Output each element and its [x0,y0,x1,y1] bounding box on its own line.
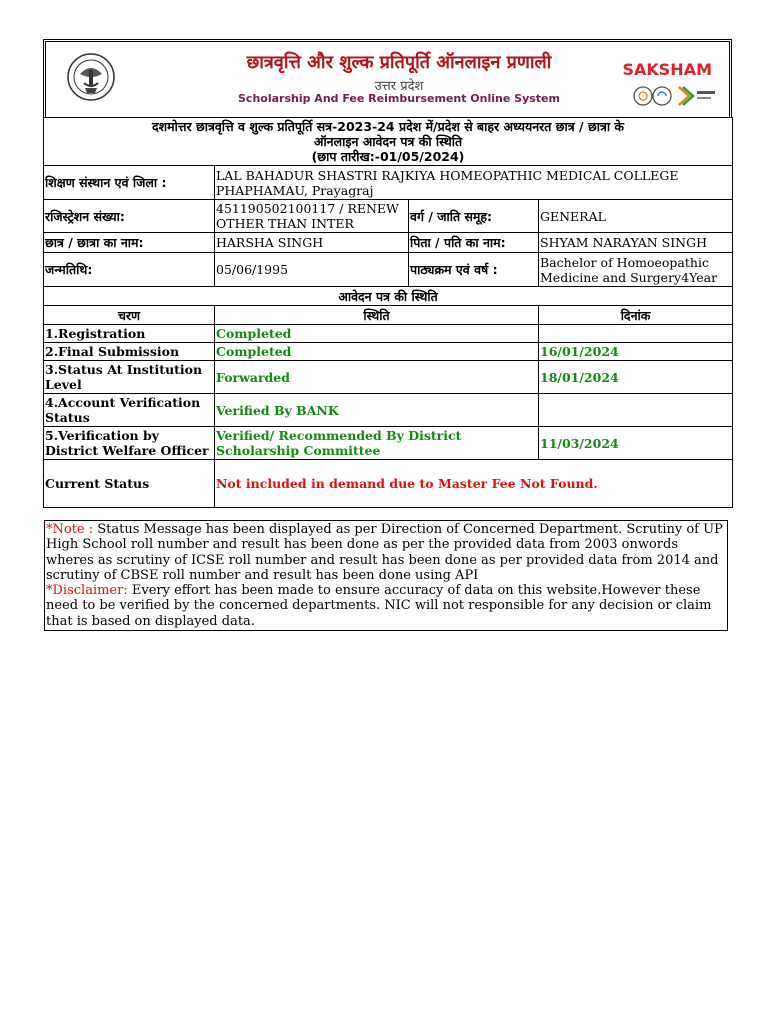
date-institution-level: 18/01/2024 [539,361,733,394]
status-account-verification: Verified By BANK [215,394,539,427]
stage-district-verification: 5.Verification by District Welfare Officer [44,427,215,460]
date-registration [539,325,733,343]
registration-value: 451190502100117 / RENEW OTHER THAN INTER [215,200,409,233]
portal-title-hindi: छात्रवृत्ति और शुल्क प्रतिपूर्ति ऑनलाइन प्रणाली [246,52,552,73]
disclaimer-tag: *Disclaimer: [46,583,128,599]
up-government-emblem-icon [66,50,116,106]
table-row [44,394,733,427]
digital-india-logo-icon [633,81,717,111]
portal-title-english: Scholarship And Fee Reimbursement Online System [238,92,560,105]
status-final-submission: Completed [215,343,539,361]
state-name-hindi: उत्तर प्रदेश [374,79,424,94]
note-tag: *Note : [46,522,94,537]
course-value: Bachelor of Homoeopathic Medicine and Surgery4Year [539,253,733,287]
date-final-submission: 16/01/2024 [539,343,733,361]
stage-final-submission: 2.Final Submission [44,343,215,361]
current-status-value: Not included in demand due to Master Fee Not Found. [215,460,733,508]
column-header-date: दिनांक [539,306,733,325]
disclaimer-text: Every effort has been made to ensure accuracy of data on this website.However these need to be verified by the concerned departments. NIC will not responsible for any decision or claim that is based on displayed data. [46,583,712,629]
category-value: GENERAL [539,200,733,233]
category-label: वर्ग / जाति समूह: [409,200,539,233]
status-section-title: आवेदन पत्र की स्थिति [44,287,733,306]
application-status-table [43,117,733,508]
saksham-logo: SAKSHAM [622,60,712,79]
status-registration: Completed [215,325,539,343]
stage-registration: 1.Registration [44,325,215,343]
dob-value: 05/06/1995 [215,253,409,287]
notes-box [44,520,728,631]
dob-label: जन्मतिथि: [44,253,215,287]
father-name-value: SHYAM NARAYAN SINGH [539,233,733,253]
status-document [43,39,732,508]
stage-account-verification: 4.Account Verification Status [44,394,215,427]
page-header [43,39,732,117]
table-row [44,361,733,394]
table-row [44,427,733,460]
stage-institution-level: 3.Status At Institution Level [44,361,215,394]
caption-line-2: ऑनलाइन आवेदन पत्र की स्थिति [313,134,463,149]
date-account-verification [539,394,733,427]
date-district-verification: 11/03/2024 [539,427,733,460]
print-date: (छाप तारीख:-01/05/2024) [311,149,465,164]
institution-value: LAL BAHADUR SHASTRI RAJKIYA HOMEOPATHIC MEDICAL COLLEGE PHAPHAMAU, Prayagraj [215,166,733,200]
table-row [44,325,733,343]
column-header-status: स्थिति [215,306,539,325]
document-caption [44,118,733,166]
institution-label: शिक्षण संस्थान एवं जिला : [44,166,215,200]
caption-line-1: दशमोत्तर छात्रवृत्ति व शुल्क प्रतिपूर्ति सत्र-2023-24 प्रदेश में/प्रदेश से बाहर अध्ययनरत छात्र / छात्रा के [152,119,625,134]
table-row [44,343,733,361]
father-name-label: पिता / पति का नाम: [409,233,539,253]
current-status-label: Current Status [44,460,215,508]
registration-label: रजिस्ट्रेशन संख्या: [44,200,215,233]
note-text: Status Message has been displayed as per Direction of Concerned Department. Scrutiny of UP High School roll number and result has been done as per the provided data from 2003 onwords wheres as scrutiny of ICSE roll number and result has been done as per provided data from 2014 and scrutiny of CBSE roll number and result has been done using API [46,522,723,583]
status-institution-level: Forwarded [215,361,539,394]
status-district-verification: Verified/ Recommended By District Scholarship Committee [215,427,539,460]
student-name-label: छात्र / छात्रा का नाम: [44,233,215,253]
course-label: पाठ्यक्रम एवं वर्ष : [409,253,539,287]
column-header-stage: चरण [44,306,215,325]
student-name-value: HARSHA SINGH [215,233,409,253]
